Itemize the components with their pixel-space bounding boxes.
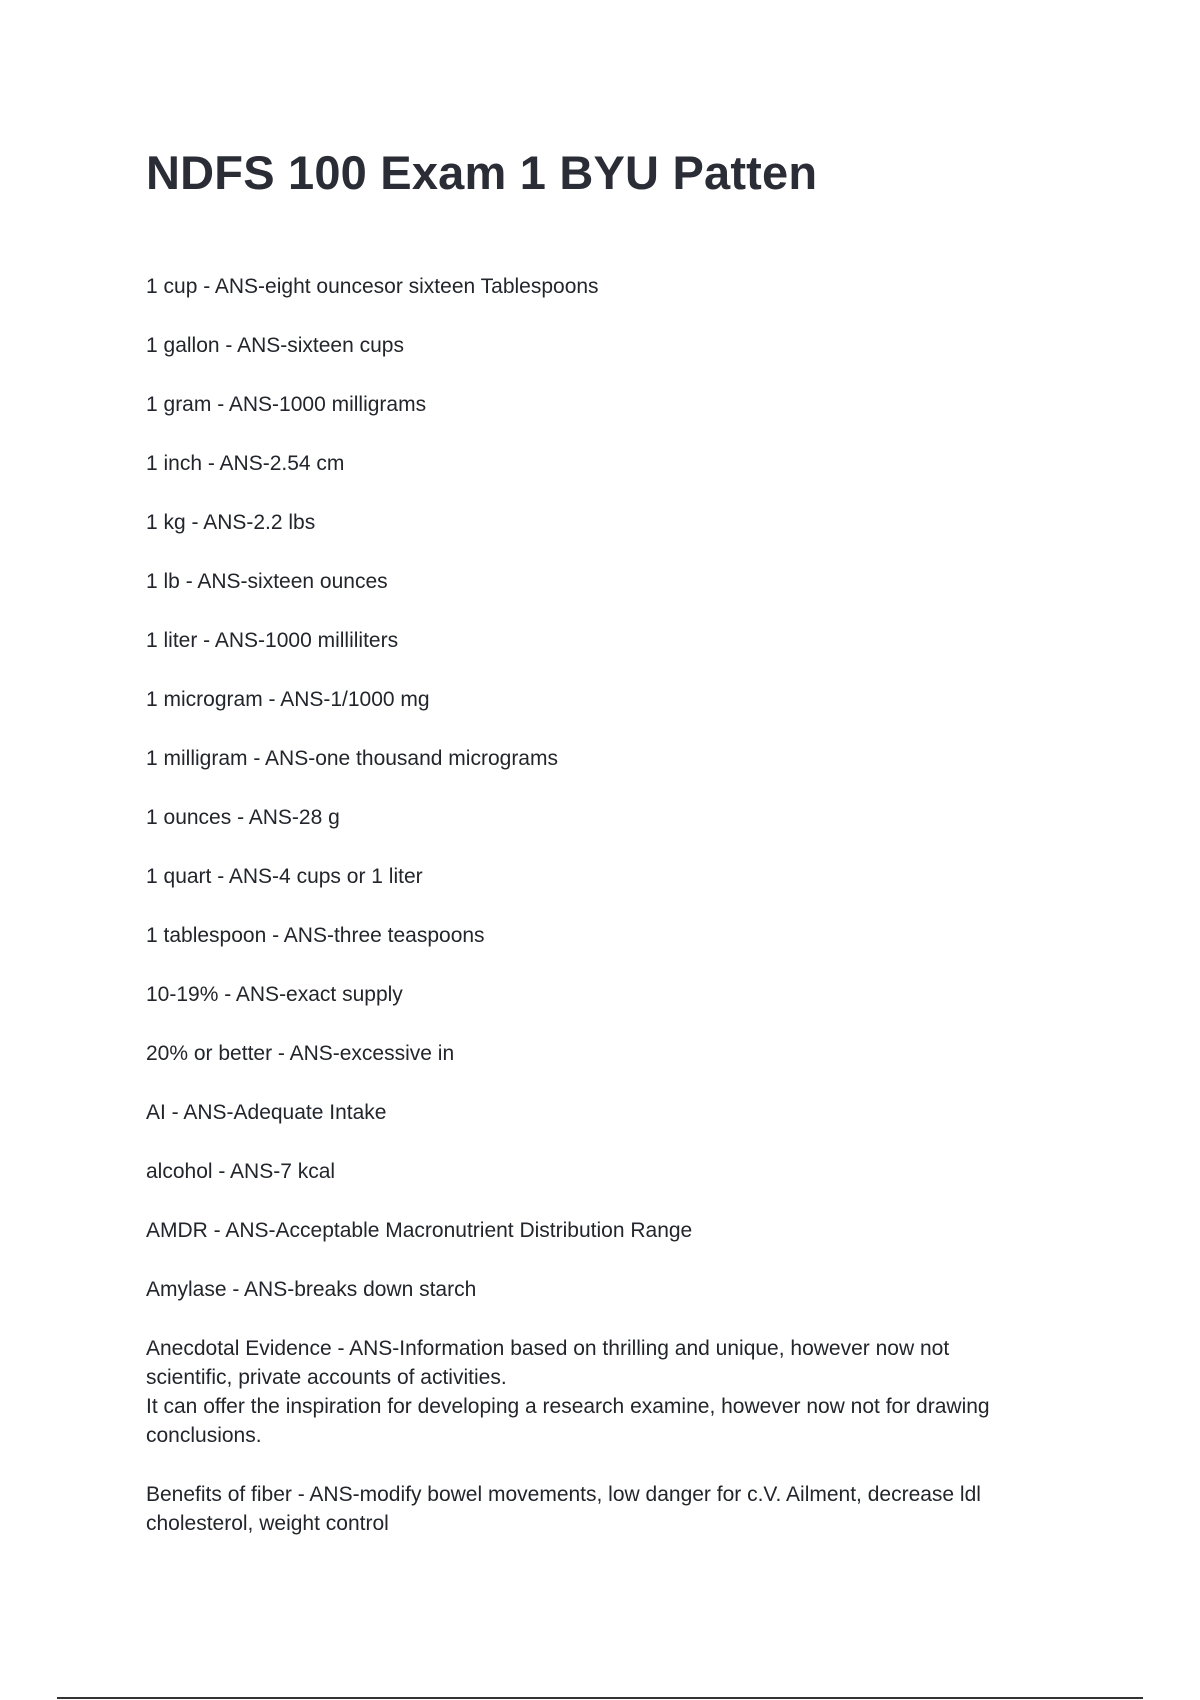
entry-text: 1 microgram - ANS-1/1000 mg bbox=[146, 688, 430, 711]
entry-text: 1 inch - ANS-2.54 cm bbox=[146, 452, 345, 475]
entry-text: 1 gram - ANS-1000 milligrams bbox=[146, 393, 427, 416]
entry-text: AMDR - ANS-Acceptable Macronutrient Distribution Range bbox=[146, 1219, 693, 1242]
entry-text: alcohol - ANS-7 kcal bbox=[146, 1160, 336, 1183]
entry-text: Anecdotal Evidence - ANS-Information based on thrilling and unique, however now not bbox=[146, 1337, 950, 1360]
list-item bbox=[146, 1334, 1066, 1450]
entry-text: 1 ounces - ANS-28 g bbox=[146, 806, 340, 829]
list-item bbox=[146, 744, 1066, 773]
list-item bbox=[146, 1157, 1066, 1186]
list-item bbox=[146, 921, 1066, 950]
entry-text: AI - ANS-Adequate Intake bbox=[146, 1101, 387, 1124]
list-item bbox=[146, 1216, 1066, 1245]
page-title: NDFS 100 Exam 1 BYU Patten bbox=[146, 146, 818, 199]
list-item bbox=[146, 980, 1066, 1009]
entry-text: conclusions. bbox=[146, 1424, 262, 1447]
list-item bbox=[146, 1098, 1066, 1127]
list-item bbox=[146, 1275, 1066, 1304]
page-bottom-divider bbox=[57, 1697, 1143, 1699]
entry-text: 20% or better - ANS-excessive in bbox=[146, 1042, 455, 1065]
list-item bbox=[146, 331, 1066, 360]
list-item bbox=[146, 862, 1066, 891]
entry-text: 1 quart - ANS-4 cups or 1 liter bbox=[146, 865, 423, 888]
entry-text: 1 tablespoon - ANS-three teaspoons bbox=[146, 924, 485, 947]
entry-text: 1 lb - ANS-sixteen ounces bbox=[146, 570, 388, 593]
entry-text: scientific, private accounts of activities. bbox=[146, 1366, 507, 1389]
list-item bbox=[146, 626, 1066, 655]
entry-text: Benefits of fiber - ANS-modify bowel movements, low danger for c.V. Ailment, decrease ldl bbox=[146, 1483, 981, 1506]
list-item bbox=[146, 390, 1066, 419]
flashcard-list bbox=[146, 272, 1066, 1568]
entry-text: It can offer the inspiration for developing a research examine, however now not for drawing bbox=[146, 1395, 990, 1418]
list-item bbox=[146, 1480, 1066, 1538]
list-item bbox=[146, 803, 1066, 832]
list-item bbox=[146, 272, 1066, 301]
entry-text: 10-19% - ANS-exact supply bbox=[146, 983, 403, 1006]
list-item bbox=[146, 508, 1066, 537]
list-item bbox=[146, 449, 1066, 478]
entry-text: Amylase - ANS-breaks down starch bbox=[146, 1278, 477, 1301]
list-item bbox=[146, 685, 1066, 714]
entry-text: 1 kg - ANS-2.2 lbs bbox=[146, 511, 316, 534]
list-item bbox=[146, 1039, 1066, 1068]
entry-text: 1 cup - ANS-eight ouncesor sixteen Tablespoons bbox=[146, 275, 599, 298]
entry-text: 1 gallon - ANS-sixteen cups bbox=[146, 334, 404, 357]
entry-text: 1 liter - ANS-1000 milliliters bbox=[146, 629, 399, 652]
entry-text: cholesterol, weight control bbox=[146, 1512, 389, 1535]
entry-text: 1 milligram - ANS-one thousand micrograms bbox=[146, 747, 558, 770]
list-item bbox=[146, 567, 1066, 596]
